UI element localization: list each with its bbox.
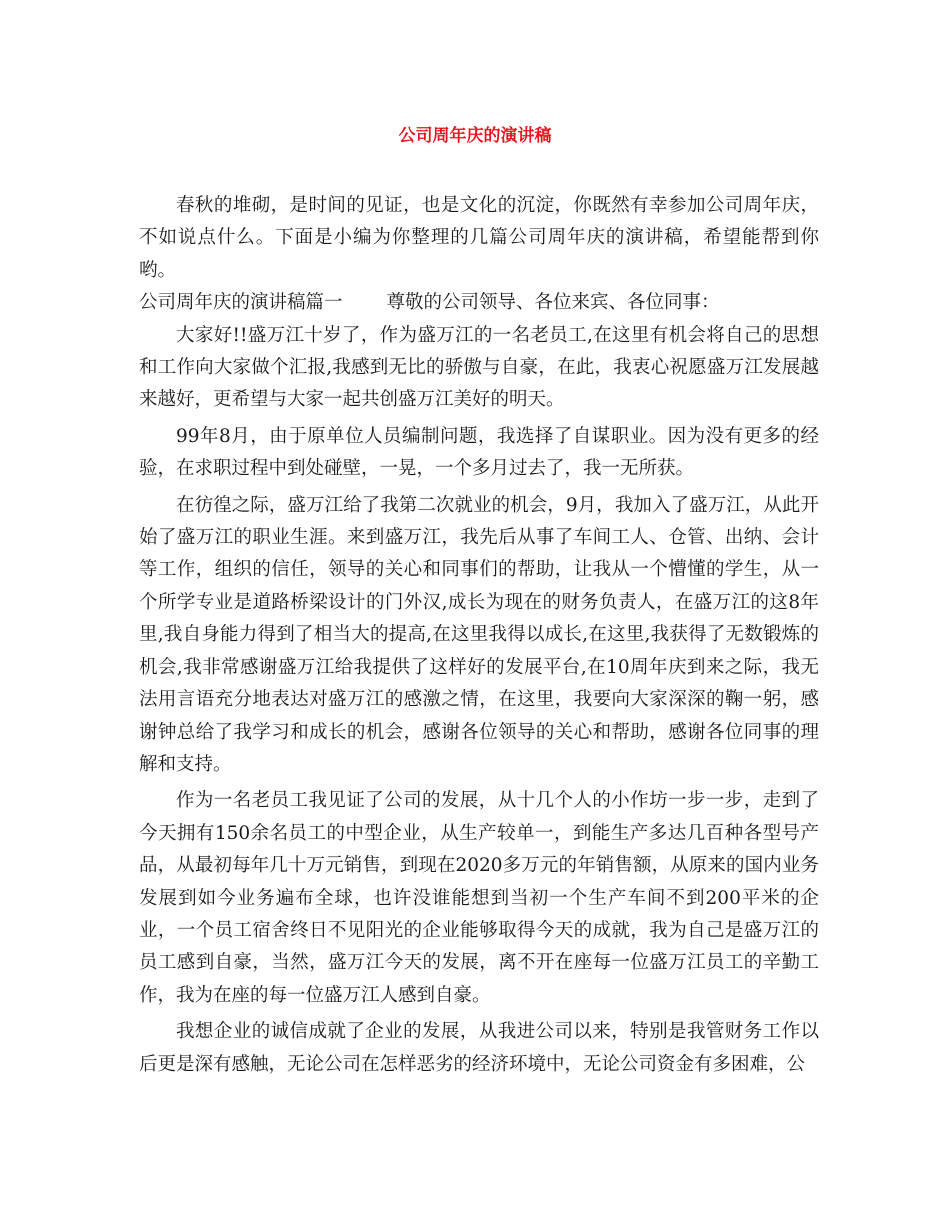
- intro-paragraph: 春秋的堆砌，是时间的见证，也是文化的沉淀，你既然有幸参加公司周年庆，不如说点什么。下面是小编为你整理的几篇公司周年庆的演讲稿，希望能帮到你哟。: [139, 195, 819, 281]
- salutation: 尊敬的公司领导、各位来宾、各位同事：: [386, 292, 720, 314]
- paragraph-3: 在彷徨之际，盛万江给了我第二次就业的机会，9月，我加入了盛万江，从此开始了盛万江的职业生涯。来到盛万江，我先后从事了车间工人、仓管、出纳、会计等工作，组织的信任，领导的关心和同事们的帮助，让我从一个懵懂的学生，从一个所学专业是道路桥梁设计的门外汉,成长为现在的财务负责人，在盛万江的这8年里,我自身能力得到了相当大的提高,在这里我得以成长,在这里,我获得了无数锻炼的机会,我非常感谢盛万江给我提供了这样好的发展平台,在10周年庆到来之际，我无法用言语充分地表达对盛万江的感激之情，在这里，我要向大家深深的鞠一躬，感谢钟总给了我学习和成长的机会，感谢各位领导的关心和帮助，感谢各位同事的理解和支持。: [139, 494, 819, 775]
- section-line: [139, 287, 819, 319]
- paragraph-4: 作为一名老员工我见证了公司的发展，从十几个人的小作坊一步一步，走到了今天拥有150余名员工的中型企业，从生产较单一，到能生产多达几百种各型号产品，从最初每年几十万元销售，到现在2020多万元的年销售额，从原来的国内业务发展到如今业务遍布全球，也许没谁能想到当初一个生产车间不到200平米的企业，一个员工宿舍终日不见阳光的企业能够取得今天的成就，我为自己是盛万江的员工感到自豪，当然，盛万江今天的发展，离不开在座每一位盛万江员工的辛勤工作，我为在座的每一位盛万江人感到自豪。: [139, 790, 819, 1006]
- section-heading: 公司周年庆的演讲稿篇一: [139, 292, 343, 314]
- paragraph-5: 我想企业的诚信成就了企业的发展，从我进公司以来，特别是我管财务工作以后更是深有感触，无论公司在怎样恶劣的经济环境中，无论公司资金有多困难，公: [139, 1021, 819, 1075]
- paragraph-1: 大家好!!盛万江十岁了，作为盛万江的一名老员工,在这里有机会将自己的思想和工作向大家做个汇报,我感到无比的骄傲与自豪，在此，我衷心祝愿盛万江发展越来越好，更希望与大家一起共创盛万江美好的明天。: [139, 324, 819, 411]
- document-title: 公司周年庆的演讲稿: [398, 126, 552, 146]
- paragraph-2: 99年8月，由于原单位人员编制问题，我选择了自谋职业。因为没有更多的经验，在求职过程中到处碰壁，一晃，一个多月过去了，我一无所获。: [139, 425, 819, 480]
- document-body: [139, 190, 819, 1081]
